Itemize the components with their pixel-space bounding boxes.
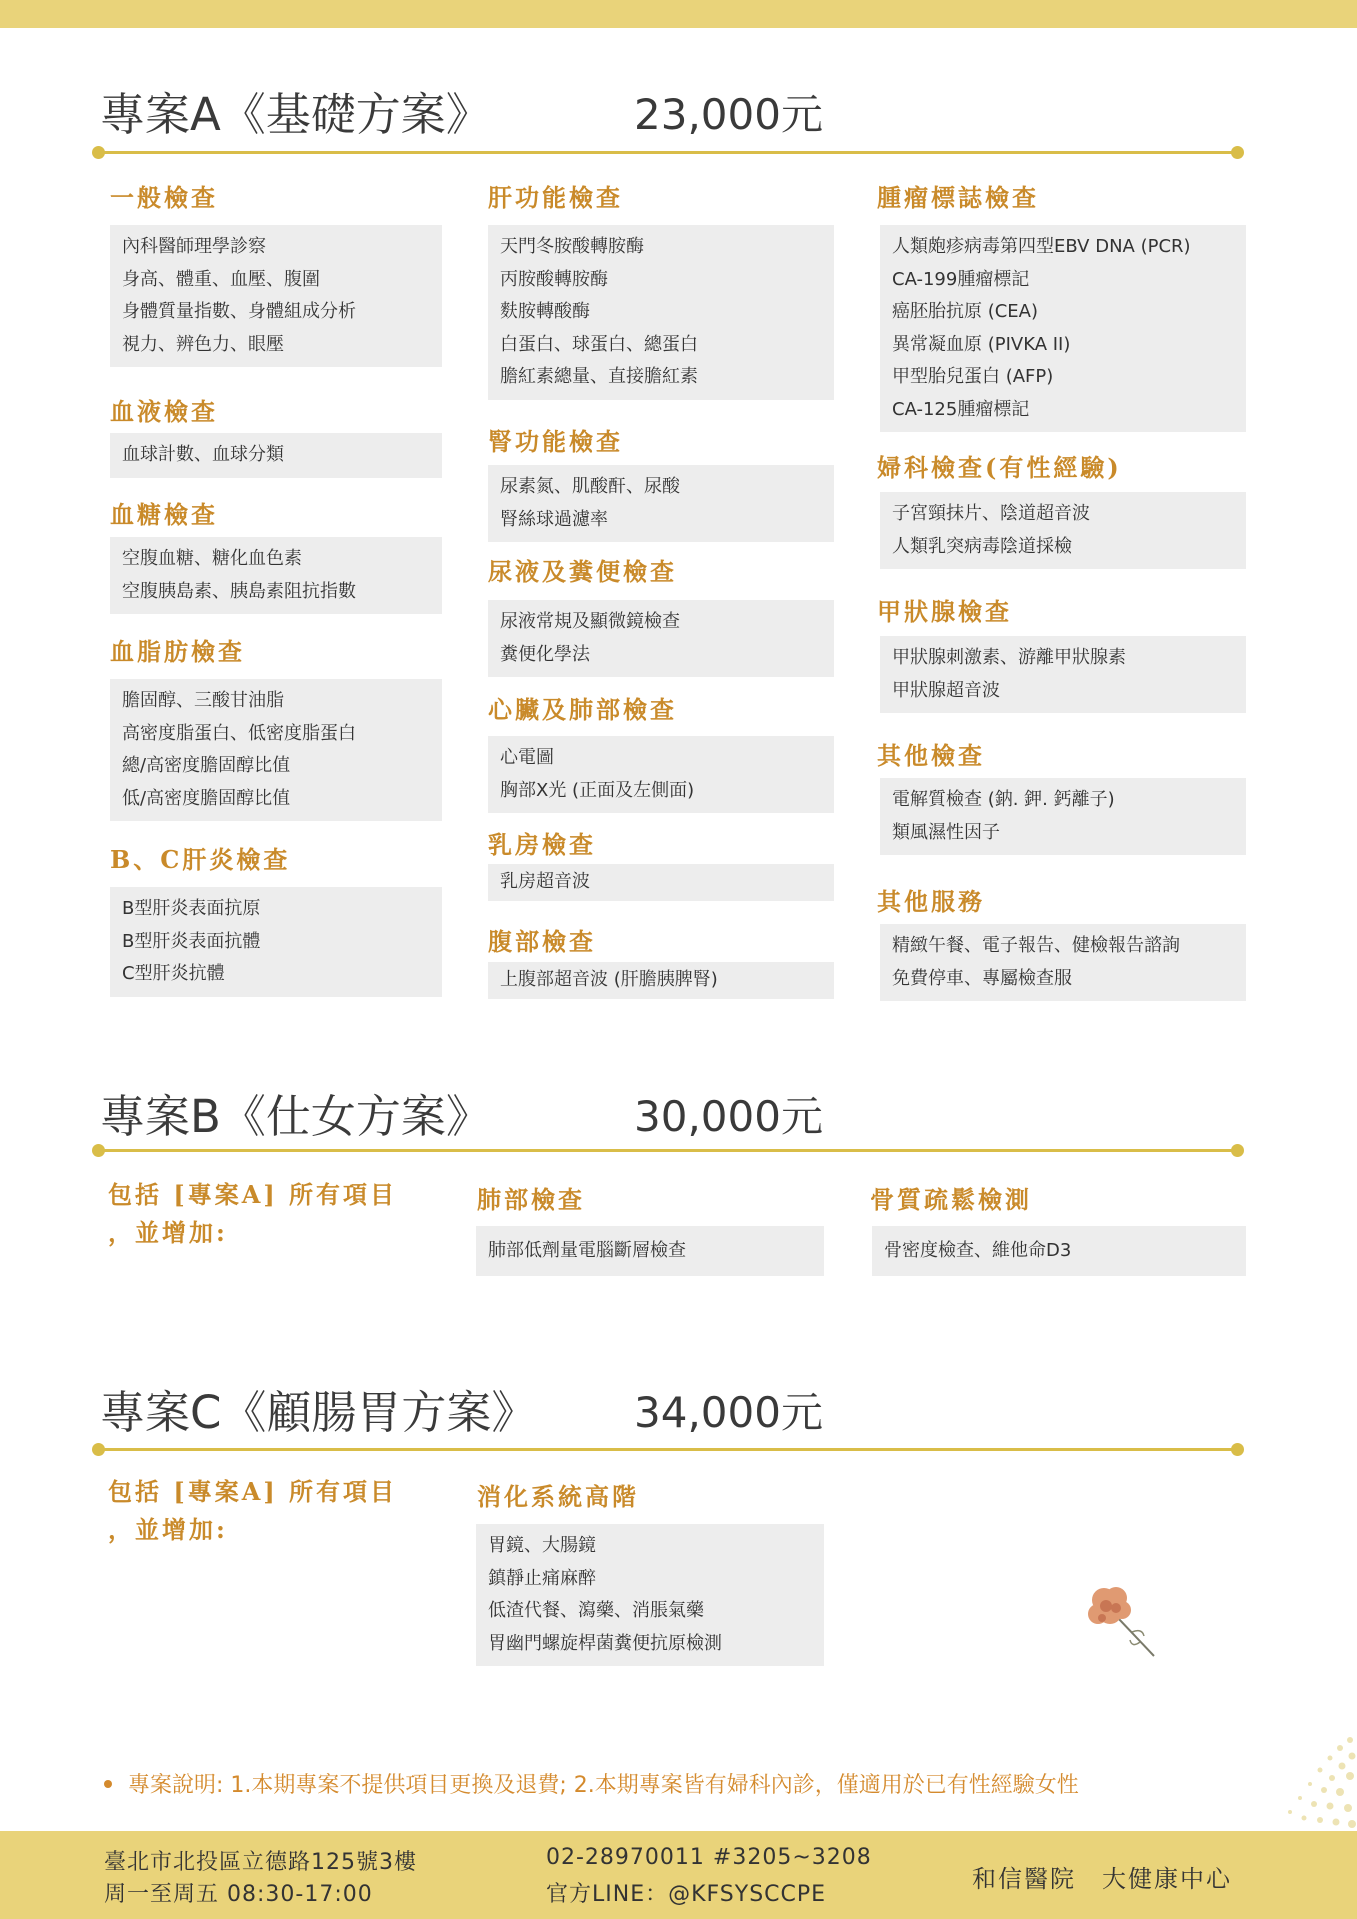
list-item: 乳房超音波 (500, 871, 590, 892)
category-box (880, 636, 1246, 713)
footer-line-id: 官方LINE：@KFSYSCCPE (546, 1882, 827, 1907)
category-box (488, 736, 834, 813)
plan-c-divider (98, 1448, 1238, 1451)
list-item: 總/高密度膽固醇比值 (122, 755, 291, 776)
list-item: 內科醫師理學診察 (122, 236, 266, 257)
list-item: B型肝炎表面抗原 (122, 898, 261, 919)
includes-line: 包括 [專案A] 所有項目 (108, 1180, 398, 1209)
list-item: 白蛋白、球蛋白、總蛋白 (500, 333, 698, 355)
list-item: 甲狀腺刺激素、游離甲狀腺素 (892, 647, 1126, 668)
list-item: 空腹血糖、糖化血色素 (122, 548, 302, 569)
category-title: 肺部檢查 (477, 1185, 585, 1214)
category-box (110, 887, 442, 997)
list-item: 腎絲球過濾率 (500, 508, 608, 530)
category-title: 其他檢查 (877, 741, 985, 770)
category-title: 肝功能檢查 (488, 183, 623, 212)
category-box (110, 679, 442, 821)
category-box (880, 924, 1246, 1001)
category-box (488, 864, 834, 901)
category-box (880, 778, 1246, 855)
list-item: 低/高密度膽固醇比值 (122, 787, 291, 809)
list-item: 空腹胰島素、胰島素阻抗指數 (122, 580, 356, 602)
category-box (880, 225, 1246, 432)
list-item: 膽紅素總量、直接膽紅素 (500, 366, 698, 387)
plan-b-divider (98, 1149, 1238, 1152)
list-item: 血球計數、血球分類 (122, 444, 284, 465)
list-item: 心電圖 (500, 747, 554, 768)
list-item: B型肝炎表面抗體 (122, 930, 261, 952)
list-item: 尿素氮、肌酸酐、尿酸 (500, 476, 680, 497)
plan-a-header (100, 78, 1240, 148)
list-item: 丙胺酸轉胺酶 (500, 268, 608, 290)
plan-c-includes (108, 1473, 438, 1549)
includes-line: 包括 [專案A] 所有項目 (108, 1477, 398, 1506)
category-box (488, 962, 834, 999)
category-box (110, 433, 442, 478)
list-item: 身高、體重、血壓、腹圍 (122, 268, 320, 290)
category-title: 血糖檢查 (110, 500, 218, 529)
plan-c-price: 34,000元 (634, 1388, 823, 1437)
list-item: 人類乳突病毒陰道採檢 (892, 535, 1072, 557)
footer-address: 臺北市北投區立德路125號3樓 (104, 1850, 417, 1875)
list-item: 尿液常規及顯微鏡檢查 (500, 611, 680, 632)
list-item: 上腹部超音波 (肝膽胰脾腎) (500, 969, 718, 990)
category-title: 腫瘤標誌檢查 (877, 183, 1039, 212)
category-title: 腹部檢查 (488, 927, 596, 956)
list-item: 子宮頸抹片、陰道超音波 (892, 503, 1090, 524)
bullet-icon (104, 1780, 112, 1788)
note-text: 專案說明: 1.本期專案不提供項目更換及退費; 2.本期專案皆有婦科內診，僅適用於已有性經驗女性 (128, 1773, 1079, 1798)
carnation-flower-icon (1070, 1570, 1170, 1670)
plan-a-title: 專案A《基礎方案》 (100, 88, 491, 141)
list-item: 癌胚胎抗原 (CEA) (892, 301, 1039, 322)
list-item: 胃幽門螺旋桿菌糞便抗原檢測 (488, 1632, 722, 1654)
category-box (488, 465, 834, 542)
list-item: 胃鏡、大腸鏡 (488, 1535, 596, 1556)
list-item: C型肝炎抗體 (122, 963, 225, 984)
list-item: 精緻午餐、電子報告、健檢報告諮詢 (892, 935, 1180, 956)
plan-b-title: 專案B《仕女方案》 (100, 1090, 491, 1143)
category-title: 腎功能檢查 (488, 427, 623, 456)
plan-c-title: 專案C《顧腸胃方案》 (100, 1386, 537, 1439)
list-item: 鎮靜止痛麻醉 (488, 1567, 596, 1589)
category-box (110, 225, 442, 367)
plan-a-divider (98, 151, 1238, 154)
category-title: 其他服務 (877, 887, 985, 916)
category-title: 婦科檢查(有性經驗) (877, 453, 1122, 482)
category-box (880, 492, 1246, 569)
category-title: 尿液及糞便檢查 (488, 557, 677, 586)
list-item: 天門冬胺酸轉胺酶 (500, 236, 644, 257)
footer-hours: 周一至周五 08:30-17:00 (104, 1882, 373, 1907)
category-title: 一般檢查 (110, 183, 218, 212)
category-title: 心臟及肺部檢查 (488, 695, 677, 724)
list-item: 糞便化學法 (500, 643, 590, 665)
footer (0, 1831, 1357, 1919)
category-box (476, 1524, 824, 1666)
footer-phone: 02-28970011 #3205~3208 (546, 1845, 872, 1870)
category-title: 血脂肪檢查 (110, 637, 245, 666)
list-item: 甲型胎兒蛋白 (AFP) (892, 366, 1054, 387)
includes-line: ，並增加: (108, 1515, 228, 1544)
list-item: 胸部X光 (正面及左側面) (500, 779, 695, 801)
category-box (488, 225, 834, 400)
list-item: CA-199腫瘤標記 (892, 268, 1030, 290)
list-item: 視力、辨色力、眼壓 (122, 333, 284, 355)
category-title: 乳房檢查 (488, 830, 596, 859)
list-item: 高密度脂蛋白、低密度脂蛋白 (122, 722, 356, 744)
category-box (488, 600, 834, 677)
top-band (0, 0, 1357, 28)
category-title: 甲狀腺檢查 (877, 597, 1012, 626)
category-title: 血液檢查 (110, 397, 218, 426)
list-item: 人類皰疹病毒第四型EBV DNA (PCR) (892, 236, 1191, 257)
footer-org: 和信醫院 大健康中心 (972, 1865, 1232, 1893)
list-item: 低渣代餐、瀉藥、消脹氣藥 (488, 1600, 704, 1621)
list-item: 甲狀腺超音波 (892, 679, 1000, 701)
list-item: 類風濕性因子 (892, 821, 1000, 843)
plan-b-price: 30,000元 (634, 1092, 823, 1141)
list-item: 身體質量指數、身體組成分析 (122, 301, 356, 322)
category-box (872, 1226, 1246, 1276)
list-item: 免費停車、專屬檢查服 (892, 967, 1072, 989)
list-item: 膽固醇、三酸甘油脂 (122, 690, 284, 711)
list-item: 麩胺轉酸酶 (500, 301, 590, 322)
plan-note (104, 1768, 1079, 1799)
category-box (110, 537, 442, 614)
category-title: 消化系統高階 (477, 1482, 639, 1511)
category-title: B、C肝炎檢查 (110, 845, 291, 874)
plan-b-includes (108, 1176, 438, 1252)
list-item: 肺部低劑量電腦斷層檢查 (488, 1240, 686, 1261)
category-box (476, 1226, 824, 1276)
list-item: 異常凝血原 (PIVKA II) (892, 333, 1071, 355)
list-item: 骨密度檢查、維他命D3 (884, 1240, 1072, 1261)
includes-line: ，並增加: (108, 1218, 228, 1247)
plan-b-header (100, 1080, 1240, 1150)
dot-pattern-icon (1240, 1730, 1357, 1830)
list-item: 電解質檢查 (鈉. 鉀. 鈣離子) (892, 789, 1115, 810)
plan-a-price: 23,000元 (634, 90, 823, 139)
list-item: CA-125腫瘤標記 (892, 398, 1030, 420)
category-title: 骨質疏鬆檢測 (870, 1185, 1032, 1214)
plan-c-header (100, 1376, 1240, 1446)
